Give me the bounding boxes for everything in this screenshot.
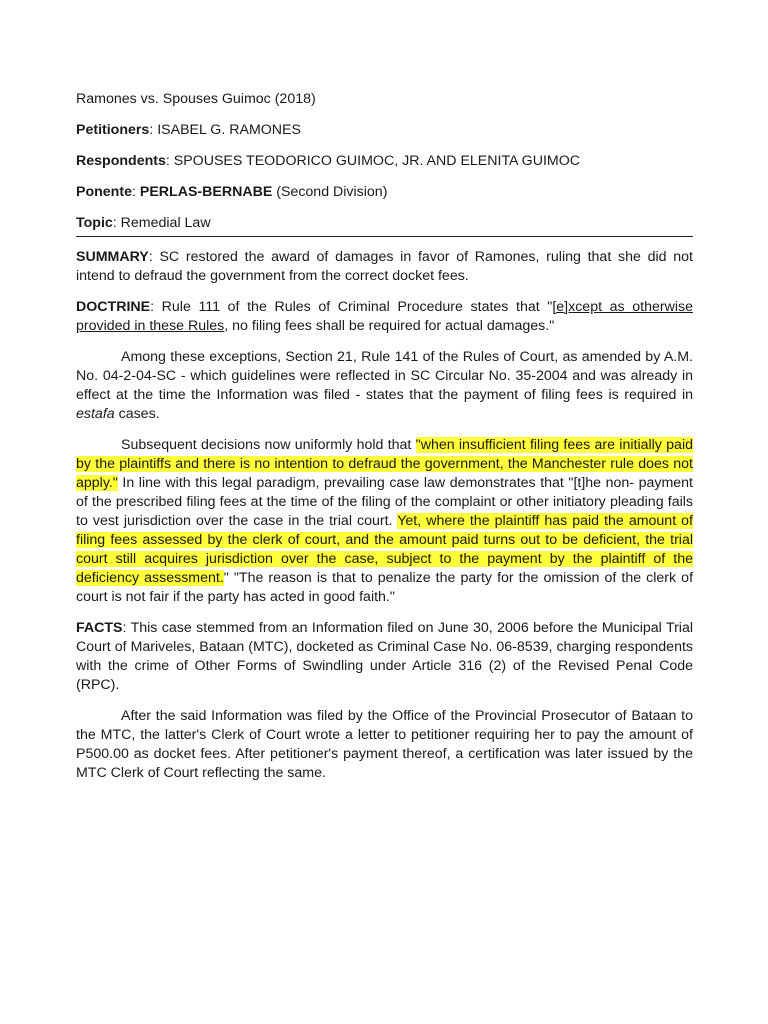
highlight-deficiency-assessment: Yet, where the plaintiff has paid the amount of filing fees assessed by the clerk of court, and the amount paid turns out to be deficient, the trial court still acquires jurisdiction over the case, subject to the payment by the plaintiff of the deficiency assessment. (76, 513, 693, 586)
topic-label: Topic (76, 215, 113, 231)
petitioners-line (76, 121, 693, 140)
summary-label: SUMMARY (76, 249, 149, 265)
petitioners-value: : ISABEL G. RAMONES (149, 122, 301, 138)
ponente-line (76, 183, 693, 202)
after-information-paragraph (76, 707, 693, 783)
decisions-paragraph (76, 436, 693, 607)
case-title (76, 90, 693, 109)
ponente-division: (Second Division) (272, 184, 388, 200)
doctrine-text-after: , no filing fees shall be required for actual damages." (224, 318, 555, 334)
ponente-name: PERLAS-BERNABE (139, 184, 273, 200)
doctrine-label: DOCTRINE (76, 299, 151, 315)
case-title-text: Ramones vs. Spouses Guimoc (2018) (76, 91, 316, 107)
facts-text: : This case stemmed from an Information filed on June 30, 2006 before the Municipal Trial Court of Mariveles, Bataan (MTC), docketed as Criminal Case No. 06-8539, charging respondents with the crime of Other Forms of Swindling under Article 316 (2) of the Revised Penal Code (RPC). (76, 620, 693, 693)
doctrine-text-before: : Rule 111 of the Rules of Criminal Procedure states that " (150, 299, 553, 315)
summary-text: : SC restored the award of damages in favor of Ramones, ruling that she did not intend to defraud the government from the correct docket fees. (76, 249, 693, 284)
decisions-intro: Subsequent decisions now uniformly hold that (121, 437, 416, 453)
decisions-end: " "The reason is that to penalize the party for the omission of the clerk of court is not fair if the party has acted in good faith." (76, 570, 694, 605)
exceptions-text-before: Among these exceptions, Section 21, Rule 141 of the Rules of Court, as amended by A.M. No. 04-2-04-SC - which guidelines were reflected in SC Circular No. 35-2004 and was already in effect at the time the Information was filed - states that the payment of filing fees is required in (76, 349, 693, 403)
estafa-term: estafa (76, 406, 115, 422)
highlight-manchester-rule: "when insufficient filing fees are initially paid by the plaintiffs and there is no intention to defraud the government, the Manchester rule does not apply." (76, 437, 693, 491)
after-information-text: After the said Information was filed by the Office of the Provincial Prosecutor of Bataan to the MTC, the latter's Clerk of Court wrote a letter to petitioner requiring her to pay the amount of P500.00 as docket fees. After petitioner's payment thereof, a certification was later issued by the MTC Clerk of Court reflecting the same. (76, 708, 693, 781)
ponente-label: Ponente (76, 184, 132, 200)
topic-line (76, 214, 693, 233)
summary-paragraph (76, 248, 693, 286)
respondents-value: : SPOUSES TEODORICO GUIMOC, JR. AND ELENITA GUIMOC (165, 153, 580, 169)
petitioners-label: Petitioners (76, 122, 150, 138)
case-digest (76, 86, 693, 783)
topic-value: : Remedial Law (112, 215, 211, 231)
ponente-sep: : (131, 184, 140, 200)
header-divider (76, 236, 693, 237)
facts-label: FACTS (76, 620, 123, 636)
doctrine-paragraph (76, 298, 693, 336)
decisions-middle: In line with this legal paradigm, prevailing case law demonstrates that "[t]he non- payment of the prescribed filing fees at the time of the filing of the complaint or other initiatory pleading fails to vest jurisdiction over the case in the trial court. (76, 475, 693, 529)
doctrine-underlined-text: [e]xcept as otherwise provided in these Rules (76, 299, 693, 334)
respondents-label: Respondents (76, 153, 166, 169)
exceptions-paragraph (76, 348, 693, 424)
facts-paragraph (76, 619, 693, 695)
respondents-line (76, 152, 693, 171)
exceptions-text-after: cases. (114, 406, 160, 422)
